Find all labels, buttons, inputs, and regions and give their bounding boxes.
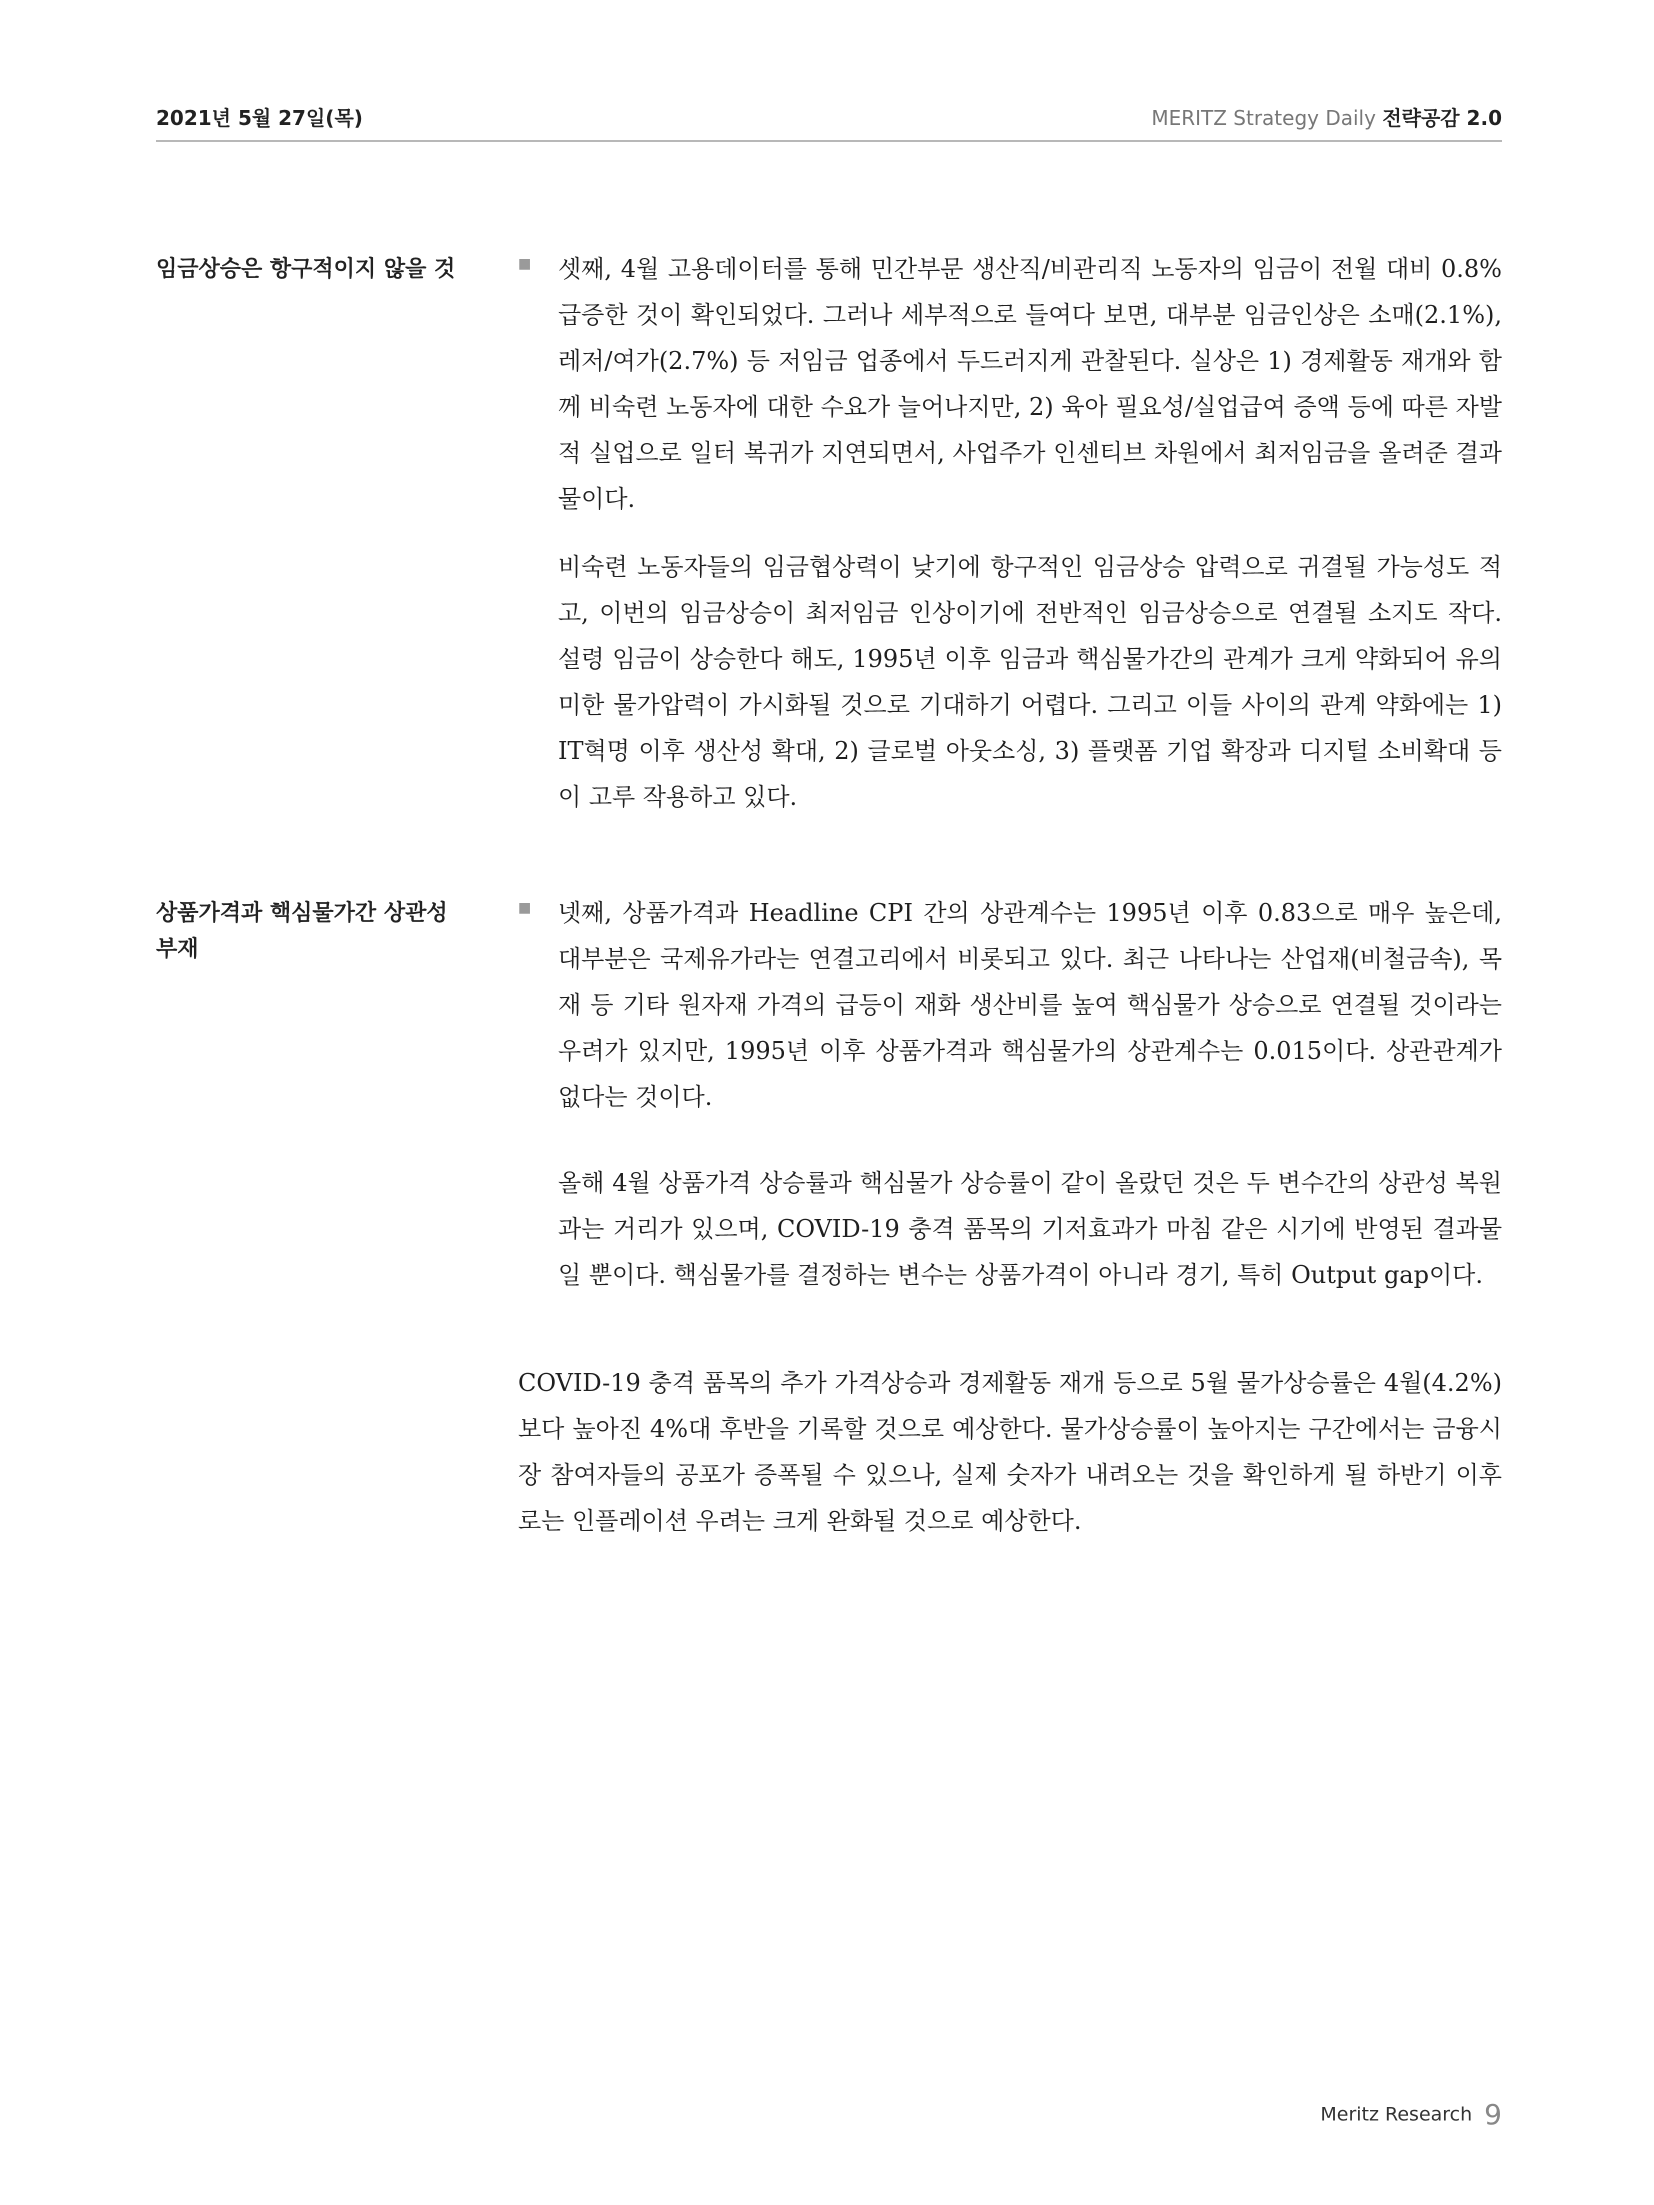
series-subtitle: 전략공감 2.0 <box>1382 106 1502 130</box>
report-series-title <box>1151 102 1502 131</box>
square-bullet-icon: ■ <box>518 256 532 272</box>
paragraph: 셋째, 4월 고용데이터를 통해 민간부문 생산직/비관리직 노동자의 임금이 전월 대비 0.8% 급증한 것이 확인되었다. 그러나 세부적으로 들여다 보면, 대부분 임금인상은 소매(2.1%), 레저/여가(2.7%) 등 저임금 업종에서 두드러지게 관찰된다. 실상은 1) 경제활동 재개와 함께 비숙련 노동자에 대한 수요가 늘어나지만, 2) 육아 필요성/실업급여 증액 등에 따른 자발적 실업으로 일터 복귀가 지연되면서, 사업주가 인센티브 차원에서 최저임금을 올려준 결과물이다. <box>558 255 1502 513</box>
series-name: MERITZ Strategy Daily <box>1151 106 1376 130</box>
conclusion-paragraph: COVID-19 충격 품목의 추가 가격상승과 경제활동 재개 등으로 5월 물가상승률은 4월(4.2%)보다 높아진 4%대 후반을 기록할 것으로 예상한다. 물가상승률이 높아지는 구간에서는 금융시장 참여자들의 공포가 증폭될 수 있으나, 실제 숫자가 내려오는 것을 확인하게 될 하반기 이후로는 인플레이션 우려는 크게 완화될 것으로 예상한다. <box>518 1369 1502 1535</box>
report-date: 2021년 5월 27일(목) <box>156 106 363 130</box>
section-label: 임금상승은 항구적이지 않을 것 <box>156 257 456 282</box>
paragraph: 넷째, 상품가격과 Headline CPI 간의 상관계수는 1995년 이후 0.83으로 매우 높은데, 대부분은 국제유가라는 연결고리에서 비롯되고 있다. 최근 나타나는 산업재(비철금속), 목재 등 기타 원자재 가격의 급등이 재화 생산비를 높여 핵심물가 상승으로 연결될 것이라는 우려가 있지만, 1995년 이후 상품가격과 핵심물가의 상관계수는 0.015이다. 상관관계가 없다는 것이다. <box>558 899 1502 1111</box>
section-label: 상품가격과 핵심물가간 상관성 부재 <box>156 901 448 962</box>
paragraph: 비숙련 노동자들의 임금협상력이 낮기에 항구적인 임금상승 압력으로 귀결될 가능성도 적고, 이번의 임금상승이 최저임금 인상이기에 전반적인 임금상승으로 연결될 소지도 작다. 설령 임금이 상승한다 해도, 1995년 이후 임금과 핵심물가간의 관계가 크게 약화되어 유의미한 물가압력이 가시화될 것으로 기대하기 어렵다. 그리고 이들 사이의 관계 약화에는 1) IT혁명 이후 생산성 확대, 2) 글로벌 아웃소싱, 3) 플랫폼 기업 확장과 디지털 소비확대 등이 고루 작용하고 있다. <box>558 553 1502 811</box>
section-commodity <box>156 890 1502 1340</box>
section-wage <box>156 246 1502 846</box>
page-header <box>156 98 1502 142</box>
square-bullet-icon: ■ <box>518 900 532 916</box>
footer-brand: Meritz Research <box>1320 2103 1473 2126</box>
page-footer <box>1320 2098 1502 2131</box>
section-conclusion <box>156 1360 1502 1610</box>
page-number: 9 <box>1484 2098 1502 2131</box>
paragraph: 올해 4월 상품가격 상승률과 핵심물가 상승률이 같이 올랐던 것은 두 변수간의 상관성 복원과는 거리가 있으며, COVID-19 충격 품목의 기저효과가 마침 같은 시기에 반영된 결과물일 뿐이다. 핵심물가를 결정하는 변수는 상품가격이 아니라 경기, 특히 Output gap이다. <box>558 1169 1502 1289</box>
